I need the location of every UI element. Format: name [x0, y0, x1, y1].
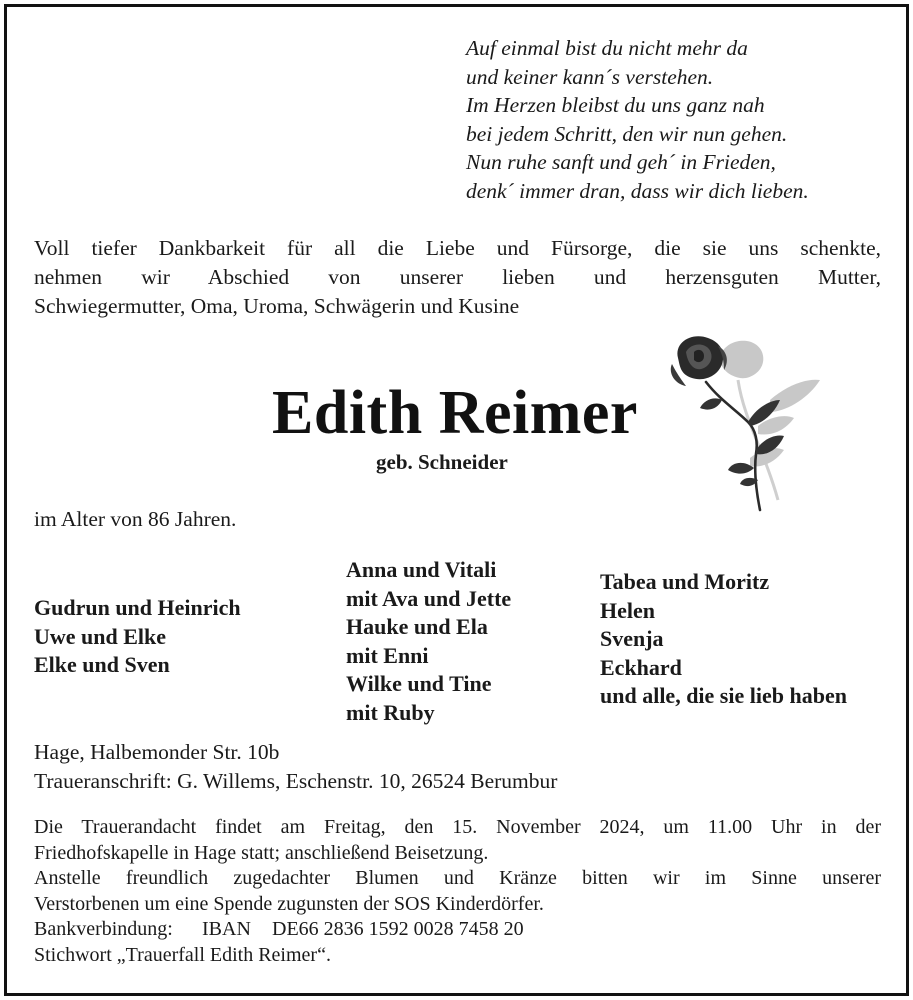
family-entry: Anna und Vitali [346, 557, 497, 582]
family-entry: Helen [600, 597, 655, 623]
family-entry: Uwe und Elke [34, 623, 167, 649]
poem-line: und keiner kann´s verstehen. [466, 64, 714, 89]
keyword-line: Stichwort „Trauerfall Edith Reimer“. [34, 943, 331, 966]
donation-line: Anstelle freundlich zugedachter Blumen und Kränze bitten wir im Sinne unserer [34, 867, 881, 889]
family-entry: Elke und Sven [34, 652, 170, 677]
rose-icon [660, 330, 830, 515]
family-column-1 [34, 594, 241, 680]
family-entry: mit Ruby [346, 699, 435, 725]
family-entry: Svenja [600, 626, 664, 651]
family-entry: Hauke und Ela [346, 614, 488, 639]
family-entry: mit Ava und Jette [346, 585, 512, 611]
family-entry: Gudrun und Heinrich [34, 595, 241, 620]
poem-line: bei jedem Schritt, den wir nun gehen. [466, 121, 788, 146]
service-line: Friedhofskapelle in Hage statt; anschließend Beisetzung. [34, 841, 489, 864]
donation-line: Verstorbenen um eine Spende zugunsten der SOS Kinderdörfer. [34, 892, 544, 915]
intro-line: Schwiegermutter, Oma, Uroma, Schwägerin und Kusine [34, 294, 520, 318]
poem [466, 34, 809, 205]
family-entry: Eckhard [600, 654, 682, 680]
mourning-address: Traueranschrift: G. Willems, Eschenstr. 10, 26524 Berumbur [34, 769, 558, 793]
iban-value: DE66 2836 1592 0028 7458 20 [272, 918, 524, 940]
poem-line: Im Herzen bleibst du uns ganz nah [466, 93, 765, 117]
family-entry: mit Enni [346, 642, 429, 668]
service-line: Die Trauerandacht findet am Freitag, den 15. November 2024, um 11.00 Uhr in der [34, 816, 881, 838]
iban-label: IBAN [202, 918, 251, 940]
family-entry: Wilke und Tine [346, 671, 492, 696]
deceased-name: Edith Reimer [272, 379, 638, 447]
poem-line: Auf einmal bist du nicht mehr da [466, 36, 748, 60]
poem-line: denk´ immer dran, dass wir dich lieben. [466, 178, 809, 203]
rose-bloom [671, 336, 727, 386]
intro-line: nehmen wir Abschied von unserer lieben und herzensguten Mutter, [34, 265, 881, 289]
home-address: Hage, Halbemonder Str. 10b [34, 740, 280, 764]
family-entry: Tabea und Moritz [600, 569, 770, 594]
closing-block [34, 815, 881, 968]
birth-name: geb. Schneider [376, 450, 508, 474]
family-entry: und alle, die sie lieb haben [600, 683, 847, 708]
age-text: im Alter von 86 Jahren. [34, 507, 237, 531]
bank-details [34, 917, 881, 943]
intro-line: Voll tiefer Dankbarkeit für all die Liebe und Fürsorge, die sie uns schenkte, [34, 236, 881, 260]
bank-label: Bankverbindung: [34, 918, 173, 940]
intro-text [34, 234, 881, 321]
family-column-3 [600, 568, 847, 711]
address-block [34, 738, 557, 796]
poem-line: Nun ruhe sanft und geh´ in Frieden, [466, 150, 776, 174]
family-column-2 [346, 556, 511, 727]
